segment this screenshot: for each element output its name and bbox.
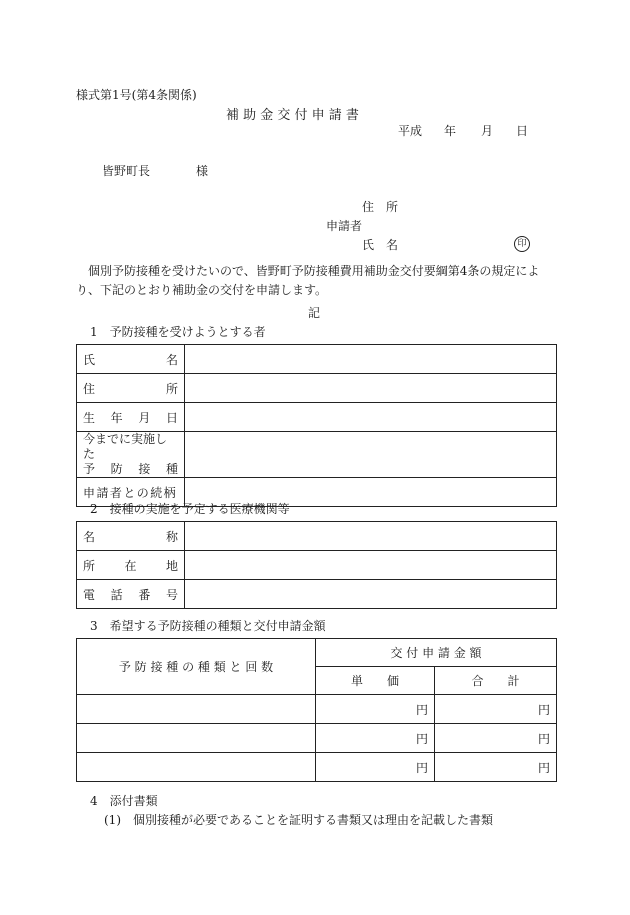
address-field[interactable]	[185, 374, 557, 403]
section2-heading: 2 接種の実施を予定する医療機関等	[90, 502, 290, 516]
section4-heading: 4 添付書類	[90, 794, 158, 808]
total-field[interactable]: 円	[435, 753, 557, 782]
table-row	[77, 522, 557, 551]
birthdate-field[interactable]	[185, 403, 557, 432]
unit-price-field[interactable]: 円	[316, 753, 435, 782]
address-label: 住 所	[362, 200, 399, 214]
location-field[interactable]	[185, 551, 557, 580]
table-row	[77, 724, 557, 753]
table-row	[77, 432, 557, 478]
header-total: 合 計	[435, 667, 557, 695]
vaccination-type-field[interactable]	[77, 724, 316, 753]
header-unit-price: 単 価	[316, 667, 435, 695]
applicant-label: 申請者	[326, 219, 363, 233]
attachment-item: (1) 個別接種が必要であることを証明する書類又は理由を記載した書類	[104, 813, 494, 827]
unit-price-field[interactable]: 円	[316, 724, 435, 753]
table-row	[77, 753, 557, 782]
row-label-location: 所 在 地	[77, 551, 185, 580]
section3-heading: 3 希望する予防接種の種類と交付申請金額	[90, 619, 326, 633]
table-row	[77, 551, 557, 580]
row-label-relationship: 申請者との続柄	[77, 478, 185, 507]
body-text-line1: 個別予防接種を受けたいので、皆野町予防接種費用補助金交付要綱第4条の規定によ	[88, 264, 540, 278]
table-row	[77, 639, 557, 667]
table-row	[77, 580, 557, 609]
prior-vaccinations-field[interactable]	[185, 432, 557, 478]
document-title: 補 助 金 交 付 申 請 書	[226, 108, 359, 123]
body-text-line2: り、下記のとおり補助金の交付を申請します。	[76, 283, 328, 297]
table-row	[77, 403, 557, 432]
vaccination-type-field[interactable]	[77, 753, 316, 782]
row-label-phone: 電 話 番 号	[77, 580, 185, 609]
table-row	[77, 345, 557, 374]
form-number: 様式第1号(第4条関係)	[76, 88, 197, 102]
ki-marker: 記	[308, 306, 321, 320]
total-field[interactable]: 円	[435, 724, 557, 753]
row-label-prior-vaccinations: 今までに実施した 予 防 接 種	[77, 432, 185, 478]
table-row	[77, 374, 557, 403]
seal-icon: 印	[514, 236, 530, 252]
row-label-facility-name: 名 称	[77, 522, 185, 551]
applicant-table	[76, 344, 557, 507]
amount-table	[76, 638, 557, 782]
facility-name-field[interactable]	[185, 522, 557, 551]
header-requested-amount: 交 付 申 請 金 額	[316, 639, 557, 667]
phone-field[interactable]	[185, 580, 557, 609]
table-row	[77, 695, 557, 724]
row-label-birthdate: 生 年 月 日	[77, 403, 185, 432]
name-label: 氏 名	[362, 238, 399, 252]
header-vaccination-type: 予 防 接 種 の 種 類 と 回 数	[77, 639, 316, 695]
name-field[interactable]	[185, 345, 557, 374]
addressee-name: 皆野町長	[102, 164, 151, 178]
total-field[interactable]: 円	[435, 695, 557, 724]
addressee-honorific: 様	[196, 164, 209, 178]
row-label-name: 氏 名	[77, 345, 185, 374]
facility-table	[76, 521, 557, 609]
section1-heading: 1 予防接種を受けようとする者	[90, 325, 266, 339]
vaccination-type-field[interactable]	[77, 695, 316, 724]
row-label-address: 住 所	[77, 374, 185, 403]
unit-price-field[interactable]: 円	[316, 695, 435, 724]
